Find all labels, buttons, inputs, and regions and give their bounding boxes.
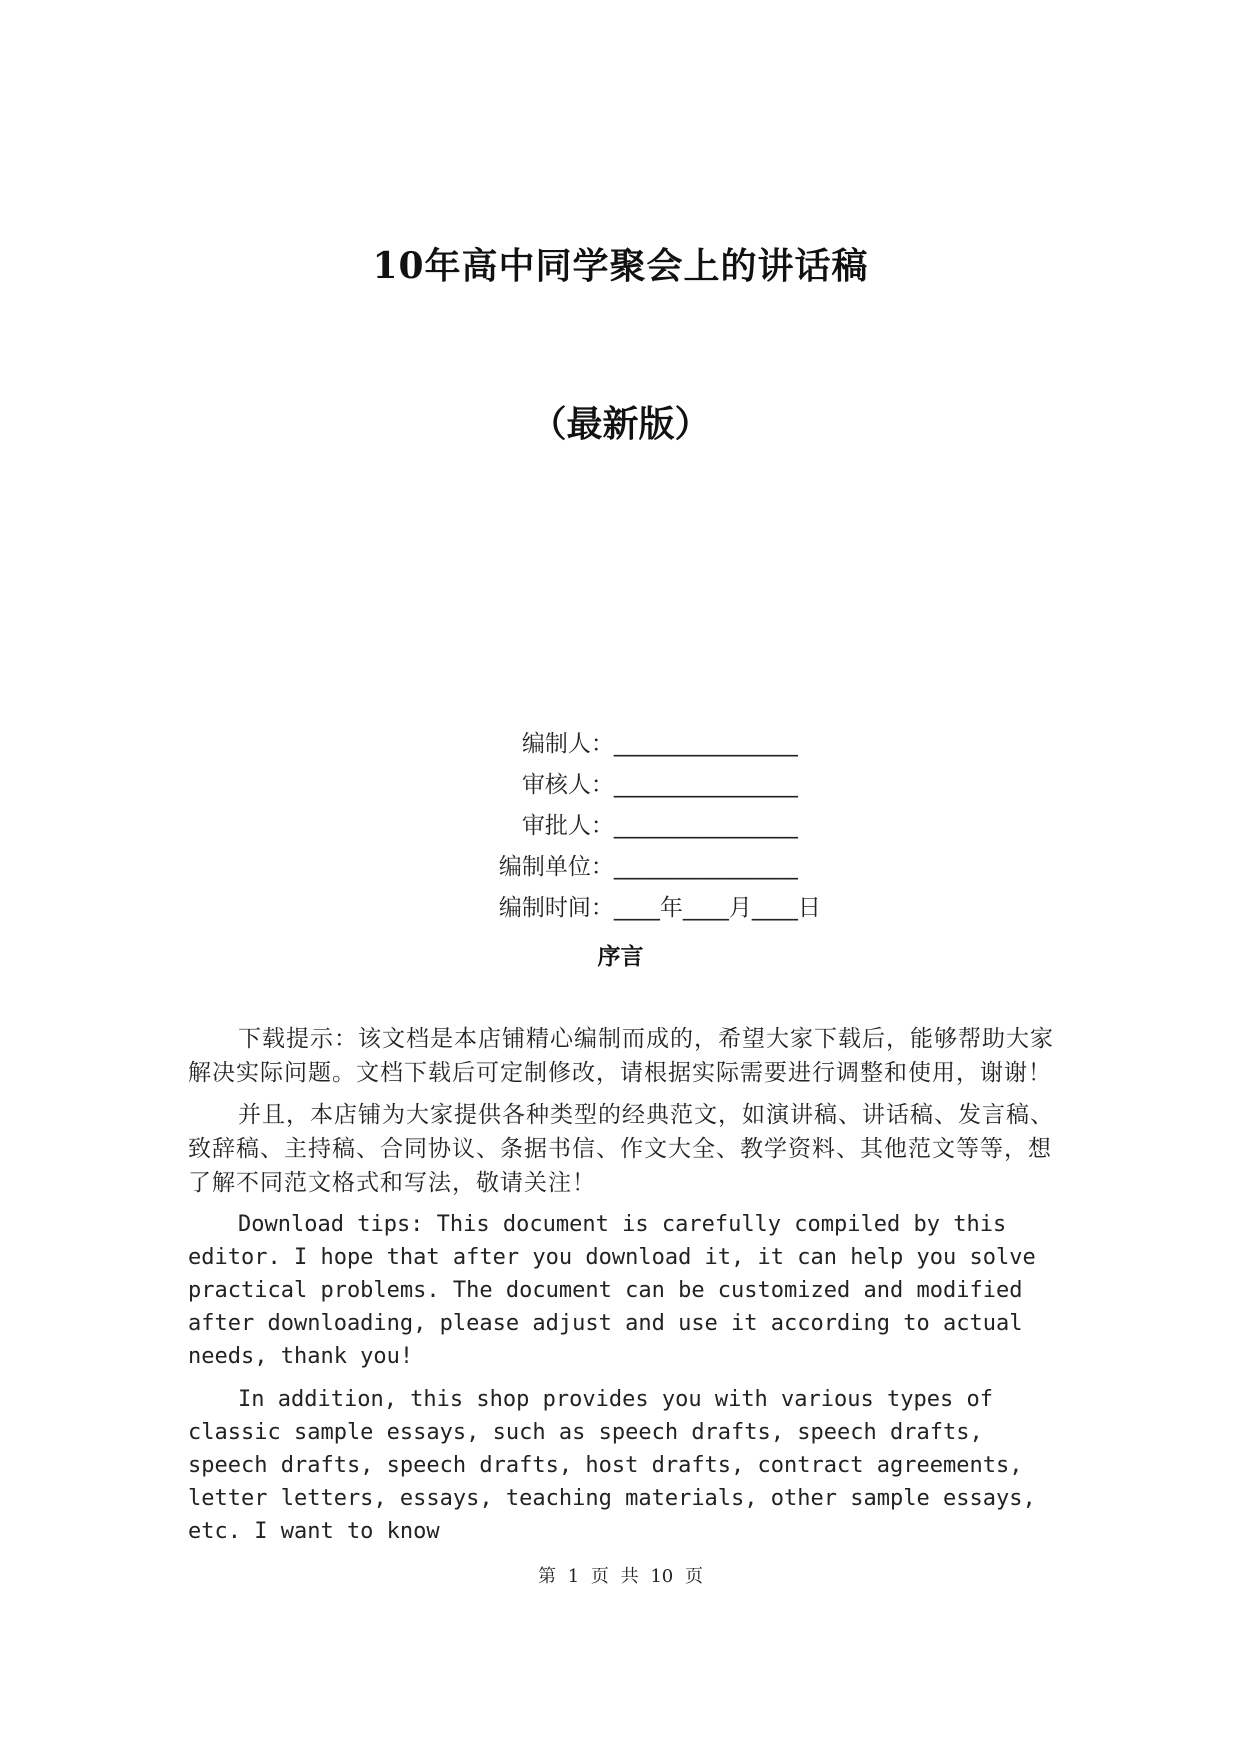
- form-blank: ________________: [613, 731, 798, 757]
- form-label: 审核人：: [521, 772, 614, 798]
- preface-body: [188, 1022, 1068, 1558]
- form-label: 编制人：: [521, 731, 614, 757]
- paragraph-download-tips-cn: 下载提示：该文档是本店铺精心编制而成的，希望大家下载后，能够帮助大家解决实际问题。文档下载后可定制修改，请根据实际需要进行调整和使用，谢谢！: [188, 1026, 1054, 1086]
- document-subtitle: （最新版）: [530, 403, 711, 445]
- form-label: 编制单位：: [498, 854, 614, 880]
- form-blank: ________________: [613, 772, 798, 798]
- form-blank: ________________: [613, 813, 798, 839]
- approval-form: [0, 683, 1241, 921]
- document-title: 10年高中同学聚会上的讲话稿: [372, 245, 869, 287]
- form-blank: ____年____月____日: [613, 895, 821, 921]
- page-footer: 第 1 页 共 10 页: [538, 1566, 703, 1587]
- form-label: 审批人：: [521, 813, 614, 839]
- paragraph-offerings-cn: 并且，本店铺为大家提供各种类型的经典范文，如演讲稿、讲话稿、发言稿、致辞稿、主持稿、合同协议、条据书信、作文大全、教学资料、其他范文等等，想了解不同范文格式和写法，敬请关注！: [188, 1102, 1054, 1196]
- form-label: 编制时间：: [498, 895, 614, 921]
- form-row-editor: [0, 683, 1241, 757]
- paragraph-download-tips-en: Download tips: This document is carefully compiled by this editor. I hope that after you download it, it can help you solve practical problems. The document can be customized and modified after downloading, please adjust and use it according to actual needs, thank you!: [188, 1212, 1036, 1369]
- preface-heading: 序言: [597, 944, 644, 970]
- paragraph-offerings-en: In addition, this shop provides you with various types of classic sample essays, such as speech drafts, speech drafts, speech drafts, speech drafts, host drafts, contract agreements, letter letters, essays, teaching materials, other sample essays, etc. I want to know: [188, 1387, 1036, 1544]
- form-blank: ________________: [613, 854, 798, 880]
